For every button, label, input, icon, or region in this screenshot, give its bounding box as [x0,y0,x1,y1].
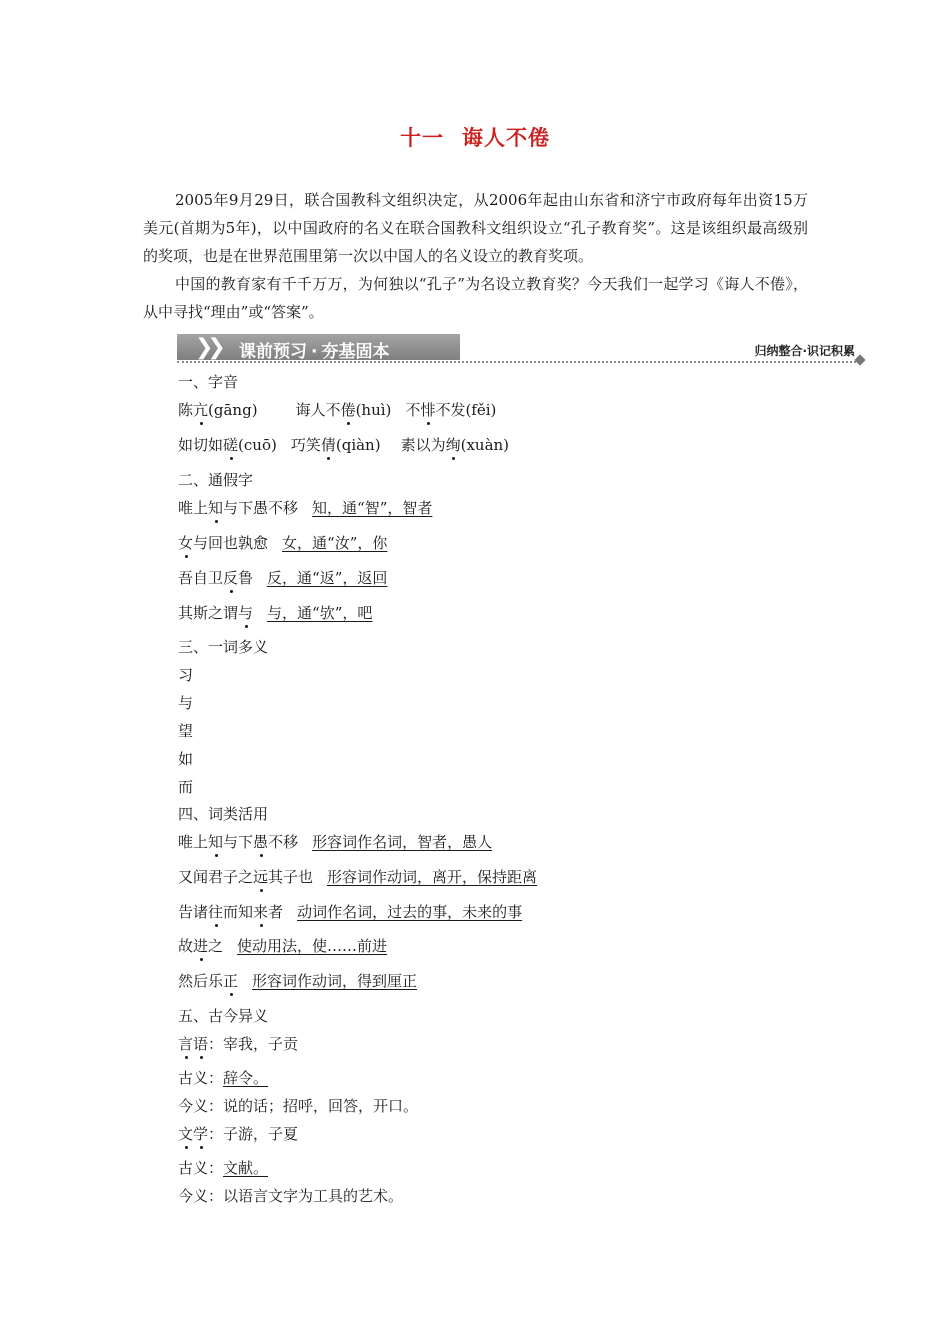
section-heading-word-class: 四、词类活用 [178,805,269,823]
text: 者 [268,903,284,921]
text: 与回也孰愈 [193,534,269,552]
modern-meaning-row: 今义：说的话；招呼，回答，开口。 [178,1097,419,1115]
dotted-char: 愚 [253,833,269,851]
dotted-char: 语 [193,1035,209,1053]
banner-subtitle: 归纳整合·识记积累 [754,344,855,358]
polysemy-word: 与 [178,694,194,712]
answer: 动词作名词，过去的事，未来的事 [297,903,523,921]
dotted-char: 来 [253,903,269,921]
interchangeable-row [178,568,387,588]
text: 与下愚不移 [223,499,299,517]
polysemy-word: 习 [178,666,194,684]
text: 素以为 [400,436,446,454]
intro-paragraph-2: 中国的教育家有千千万万，为何独以“孔子”为名设立教育奖？今天我们一起学习《诲人不倦》，从中寻找“理由”或“答案”。 [143,275,808,321]
pinyin: 不发(fěi) [435,401,497,419]
text: 告诸 [178,903,209,921]
answer: 形容词作动词，离开，保持距离 [327,868,538,886]
banner-title-b: 夯基固本 [321,342,390,362]
polysemy-word: 如 [178,750,194,768]
interchangeable-row [178,533,387,553]
dotted-char: 与 [238,604,254,622]
text: 吾自卫 [178,569,224,587]
banner-dot: · [311,342,318,362]
answer: 反，通“返”，返回 [267,569,388,587]
dotted-char: 学 [193,1125,209,1143]
word-class-row [178,936,387,956]
pronunciation-row [178,435,509,455]
answer: 与，通“欤”，吧 [267,604,373,622]
banner-dotted-rule [177,361,860,363]
dotted-char: 反 [223,569,239,587]
word-class-row [178,971,417,991]
text: 之 [208,937,224,955]
modern-meaning-row: 今义：以语言文字为工具的艺术。 [178,1187,404,1205]
word-class-row [178,832,492,852]
lesson-name: 诲人不倦 [462,126,550,150]
answer: 文献。 [223,1159,269,1177]
dotted-char: 绚 [445,436,461,454]
text: 不移 [268,833,299,851]
dotted-char: 远 [253,868,269,886]
section-heading-interchangeable: 二、通假字 [178,471,254,489]
text: 巧笑 [290,436,321,454]
dotted-char: 知 [208,499,224,517]
label: 古义： [178,1069,224,1087]
text: 不 [405,401,421,419]
diamond-icon [854,354,865,365]
answer: 形容词作名词，智者，愚人 [312,833,493,851]
word-class-row [178,902,522,922]
dotted-char: 磋 [223,436,239,454]
section-banner [177,334,867,364]
text: 唯上 [178,499,209,517]
pinyin: (huì) [355,401,392,419]
text: ：宰我，子贡 [208,1035,299,1053]
dotted-char: 倩 [320,436,336,454]
text: 诲人不 [295,401,341,419]
text: 故 [178,937,194,955]
dotted-char: 亢 [193,401,209,419]
double-chevron-icon: ❯❯ [195,335,220,360]
ancient-meaning-row [178,1158,268,1178]
label: 古义： [178,1159,224,1177]
text: 又闻君子之 [178,868,254,886]
dotted-char: 言 [178,1035,194,1053]
answer: 辞令。 [223,1069,269,1087]
pinyin: (xuàn) [460,436,510,454]
answer: 女，通“汝”，你 [282,534,388,552]
intro-paragraph-1: 2005年9月29日，联合国教科文组织决定，从2006年起由山东省和济宁市政府每年出资15万美元(首期为5年)，以中国政府的名义在联合国教科文组织设立“孔子教育奖”。这是该组织最高级别的奖项，也是在世界范围里第一次以中国人的名义设立的教育奖项。 [143,191,808,265]
text: 其子也 [268,868,314,886]
text: 其斯之谓 [178,604,239,622]
dotted-char: 倦 [340,401,356,419]
dotted-char: 悱 [420,401,436,419]
polysemy-word: 望 [178,722,194,740]
text: 唯上 [178,833,209,851]
section-heading-meaning-change: 五、古今异义 [178,1007,269,1025]
pinyin: (gāng) [208,401,258,419]
meaning-word-row [178,1124,298,1144]
banner-title [239,337,389,362]
word-class-row [178,867,537,887]
section-heading-polysemy: 三、一词多义 [178,638,269,656]
text: 然后乐 [178,972,224,990]
text: 陈 [178,401,194,419]
pronunciation-row [178,400,496,420]
answer: 知，通“智”，智者 [312,499,433,517]
text: ：子游，子夏 [208,1125,299,1143]
section-heading-pronunciation: 一、字音 [178,373,239,391]
meaning-word-row [178,1034,298,1054]
dotted-char: 文 [178,1125,194,1143]
ancient-meaning-row [178,1068,268,1088]
lesson-title [0,122,950,152]
text: 而知 [223,903,254,921]
dotted-char: 进 [193,937,209,955]
answer: 使动用法，使……前进 [237,937,388,955]
dotted-char: 往 [208,903,224,921]
interchangeable-row [178,498,432,518]
lesson-number: 十一 [400,126,444,150]
answer: 形容词作动词，得到厘正 [252,972,418,990]
text: 与下 [223,833,254,851]
text: 鲁 [238,569,254,587]
polysemy-word: 而 [178,778,194,796]
pinyin: (qiàn) [335,436,381,454]
banner-title-a: 课前预习 [239,342,307,362]
dotted-char: 知 [208,833,224,851]
interchangeable-row [178,603,372,623]
dotted-char: 女 [178,534,194,552]
text: 如切如 [178,436,224,454]
pinyin: (cuō) [238,436,277,454]
dotted-char: 正 [223,972,239,990]
